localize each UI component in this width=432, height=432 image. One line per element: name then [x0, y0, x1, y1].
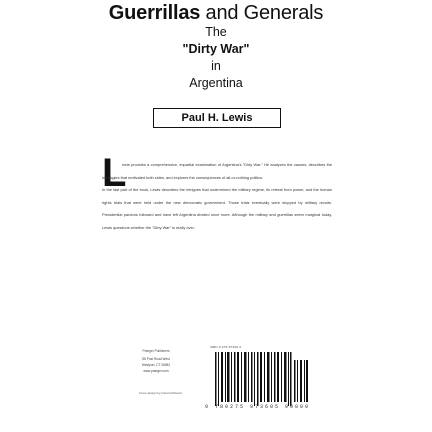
subtitle-dirty-war: "Dirty War" [182, 42, 250, 56]
title-word-generals: and Generals [200, 2, 324, 24]
book-title [0, 2, 432, 24]
author-name: Paul H. Lewis [181, 112, 253, 124]
subtitle-the: The [205, 25, 227, 39]
barcode-number: 9 780275 973605 [205, 404, 281, 410]
subtitle-in: in [211, 59, 221, 73]
publisher-line: Westport, CT 06881 [141, 363, 171, 367]
title-block [0, 0, 432, 92]
publisher-line: Praeger Publishers [142, 349, 170, 353]
isbn-label: ISBN 0-275-97360-3 [210, 345, 242, 349]
barcode-icon [213, 346, 311, 408]
drop-cap: L [102, 151, 127, 195]
author-box [153, 108, 281, 128]
price-code: 90000 [285, 404, 311, 410]
subtitle-country: Argentina [189, 76, 243, 90]
publisher-line: 88 Post Road West [142, 357, 170, 361]
publisher-info [128, 348, 184, 374]
publisher-line: www.praeger.com [143, 369, 169, 373]
blurb-paragraph-1: ewis provides a comprehensive, impartial examination of Argentina's "Dirty War." He analyzes the causes, describes the ideologies that motivated both sides, and explores the consequences of all-or-nothing politics. [102, 162, 332, 180]
blurb-text [102, 159, 332, 235]
blurb-paragraph-2: In the last part of the book, Lewis describes the intrigues that undermined the military regime, its retreat from power, and the human rights trials that were held under the new democratic government. Those trials eventually were stopped by military revolts. Presidential pardons followed and have left Argentina divided once more. Although the military and guerrillas seem marginal today, Lewis questions whether the "Dirty War" is really over. [102, 187, 332, 230]
cover-credit: Cover design by Carol Hoffmann [138, 391, 183, 395]
title-word-guerrillas: Guerrillas [108, 2, 201, 24]
barcode-digits [205, 404, 313, 410]
